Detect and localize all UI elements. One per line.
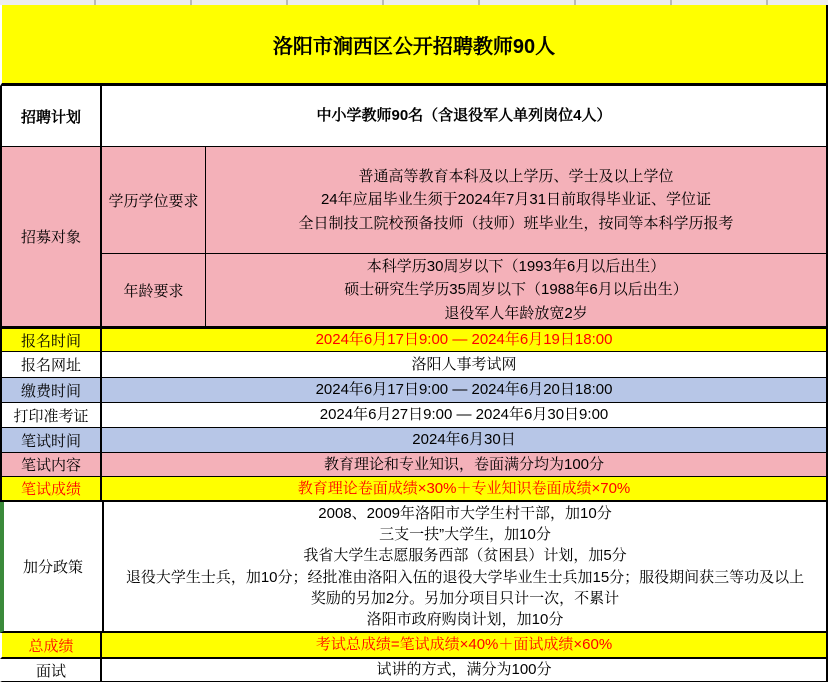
education-line: 24年应届毕业生须于2024年7月31日前取得毕业证、学位证 [320, 191, 712, 209]
label-age-requirement: 年龄要求 [102, 254, 206, 326]
education-line: 全日制技工院校预备技师（技师）班毕业生，按同等本科学历报考 [298, 214, 734, 232]
row-payment-time [0, 378, 828, 403]
label-registration-time: 报名时间 [2, 329, 102, 351]
bonus-line: 奖励的另加2分。另加分项目只计一次，不累计 [310, 589, 620, 607]
row-recruitment-plan [0, 86, 828, 147]
education-line: 普通高等教育本科及以上学历、学士及以上学位 [358, 168, 674, 186]
value-recruitment-plan [102, 86, 826, 146]
row-exam-time [0, 428, 828, 453]
bonus-line: 退役大学生士兵，加10分；经批准由洛阳入伍的退役大学毕业生士兵加15分；服役期间获三等功及以上 [125, 568, 805, 586]
label-exam-content: 笔试内容 [2, 453, 102, 476]
recruitment-plan-text: 中小学教师90名（含退役军人单列岗位4人） [316, 107, 612, 125]
label-interview: 面试 [2, 659, 102, 681]
value-age-requirement [206, 254, 826, 326]
row-registration-time [0, 329, 828, 352]
value-interview [102, 659, 826, 681]
value-exam-content [102, 453, 826, 476]
label-exam-score: 笔试成绩 [2, 477, 102, 500]
interview-text: 试讲的方式，满分为100分 [376, 661, 552, 679]
value-exam-time [102, 428, 826, 452]
total-score-text: 考试总成绩=笔试成绩×40%＋面试成绩×60% [315, 636, 613, 654]
row-total-score [0, 633, 828, 659]
row-bonus-policy [0, 502, 828, 633]
label-education-requirement: 学历学位要求 [102, 147, 206, 253]
value-education-requirement [206, 147, 826, 253]
row-registration-site [0, 352, 828, 378]
value-payment-time [102, 378, 826, 402]
registration-time-text: 2024年6月17日9:00 — 2024年6月19日18:00 [315, 331, 613, 349]
value-bonus-policy [104, 502, 826, 631]
exam-score-text: 教育理论卷面成绩×30%＋专业知识卷面成绩×70% [297, 479, 631, 497]
row-ticket-print [0, 403, 828, 428]
page-title: 洛阳市涧西区公开招聘教师90人 [0, 5, 828, 86]
exam-time-text: 2024年6月30日 [412, 431, 516, 449]
bonus-line: 2008、2009年洛阳市大学生村干部，加10分 [318, 504, 612, 522]
bonus-line: 我省大学生志愿服务西部（贫困县）计划，加5分 [303, 547, 627, 565]
row-recruit-target [0, 147, 828, 329]
row-exam-content [0, 453, 828, 477]
ticket-print-text: 2024年6月27日9:00 — 2024年6月30日9:00 [319, 406, 609, 424]
row-exam-score [0, 477, 828, 502]
label-total-score: 总成绩 [2, 633, 102, 657]
payment-time-text: 2024年6月17日9:00 — 2024年6月20日18:00 [315, 381, 613, 399]
registration-site-text: 洛阳人事考试网 [411, 355, 517, 373]
age-line: 硕士研究生学历35周岁以下（1988年6月以后出生） [344, 281, 688, 299]
bonus-line: 洛阳市政府购岗计划，加10分 [366, 611, 564, 629]
label-recruit-target: 招募对象 [2, 147, 102, 326]
bonus-line: 三支一扶”大学生，加10分 [379, 525, 551, 543]
label-recruitment-plan: 招聘计划 [2, 86, 102, 146]
age-line: 退役军人年龄放宽2岁 [444, 304, 588, 322]
value-exam-score [102, 477, 826, 500]
age-line: 本科学历30周岁以下（1993年6月以后出生） [366, 258, 666, 276]
subrow-age-requirement [102, 254, 826, 326]
subrow-education-requirement [102, 147, 826, 254]
exam-content-text: 教育理论和专业知识，卷面满分均为100分 [323, 455, 605, 473]
label-exam-time: 笔试时间 [2, 428, 102, 452]
value-total-score [102, 633, 826, 657]
value-registration-site [102, 352, 826, 377]
label-registration-site: 报名网址 [2, 352, 102, 377]
label-payment-time: 缴费时间 [2, 378, 102, 402]
row-interview [0, 659, 828, 682]
label-bonus-policy: 加分政策 [4, 502, 104, 631]
label-ticket-print: 打印准考证 [2, 403, 102, 427]
value-registration-time [102, 329, 826, 351]
recruit-target-subrows [102, 147, 826, 326]
value-ticket-print [102, 403, 826, 427]
